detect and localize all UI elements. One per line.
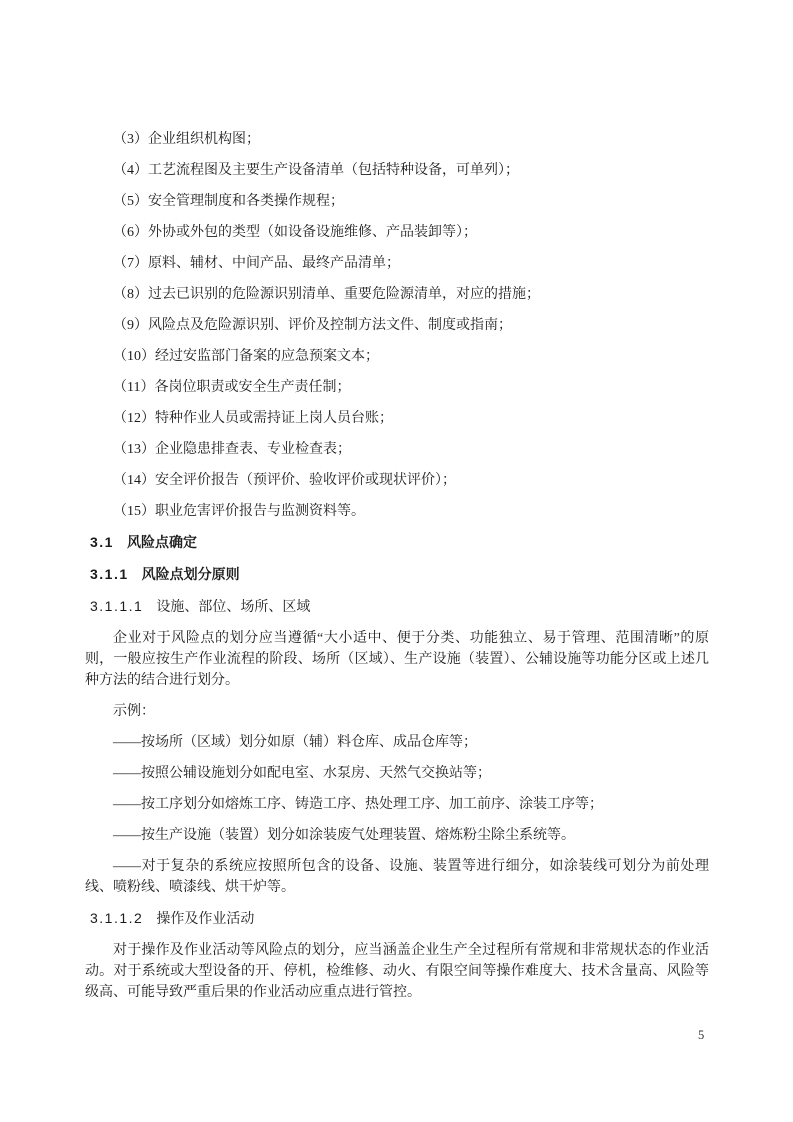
example-item: ——按场所（区域）划分如原（辅）料仓库、成品仓库等； [113,735,477,750]
section-number: 3.1.1.2 [90,910,144,926]
section-number: 3.1 [90,534,114,550]
example-item: ——对于复杂的系统应按照所包含的设备、设施、装置等进行细分，如涂装线可划分为前处理线、喷粉线、喷漆线、烘干炉等。 [85,859,709,895]
list-item: （14）安全评价报告（预评价、验收评价或现状评价）； [113,473,456,488]
section-heading-3-1-1 [85,564,709,586]
list-item: （8）过去已识别的危险源识别清单、重要危险源清单，对应的措施； [113,287,540,302]
page-number: 5 [698,1028,705,1042]
section-heading-3-1 [85,532,709,554]
list-item: （4）工艺流程图及主要生产设备清单（包括特种设备，可单列）； [113,163,519,178]
section-title: 风险点确定 [126,534,197,550]
list-item: （6）外协或外包的类型（如设备设施维修、产品装卸等）； [113,225,477,240]
paragraph-principle: 企业对于风险点的划分应当遵循“大小适中、便于分类、功能独立、易于管理、范围清晰”的原则，一般应按生产作业流程的阶段、场所（区域）、生产设施（装置）、公辅设施等功能分区或上述几种方法的结合进行划分。 [85,631,709,688]
section-heading-3-1-1-2 [85,908,709,930]
section-title: 设施、部位、场所、区域 [156,600,311,615]
section-number: 3.1.1.1 [90,598,144,614]
section-title: 操作及作业活动 [156,912,255,927]
list-item: （9）风险点及危险源识别、评价及控制方法文件、制度或指南； [113,318,512,333]
section-heading-3-1-1-1 [85,596,709,618]
list-item: （10）经过安监部门备案的应急预案文本； [113,349,379,364]
list-item: （11）各岗位职责或安全生产责任制； [113,380,351,395]
list-item: （3）企业组织机构图； [113,132,260,147]
section-title: 风险点划分原则 [141,566,240,582]
page-content [85,129,709,1013]
section-number: 3.1.1 [90,566,129,582]
list-item: （15）职业危害评价报告与监测资料等。 [113,504,365,519]
list-item: （7）原料、辅材、中间产品、最终产品清单； [113,256,400,271]
example-item: ——按照公辅设施划分如配电室、水泵房、天然气交换站等； [113,766,491,781]
example-item: ——按工序划分如熔炼工序、铸造工序、热处理工序、加工前序、涂装工序等； [113,797,603,812]
example-item: ——按生产设施（装置）划分如涂装废气处理装置、熔炼粉尘除尘系统等。 [113,828,575,843]
list-item: （13）企业隐患排查表、专业检查表； [113,442,351,457]
list-item: （12）特种作业人员或需持证上岗人员台账； [113,411,393,426]
paragraph-operations: 对于操作及作业活动等风险点的划分，应当涵盖企业生产全过程所有常规和非常规状态的作业活动。对于系统或大型设备的开、停机，检维修、动火、有限空间等操作难度大、技术含量高、风险等级高、可能导致严重后果的作业活动应重点进行管控。 [85,943,709,1000]
list-item: （5）安全管理制度和各类操作规程； [113,194,344,209]
example-label: 示例： [113,704,155,719]
